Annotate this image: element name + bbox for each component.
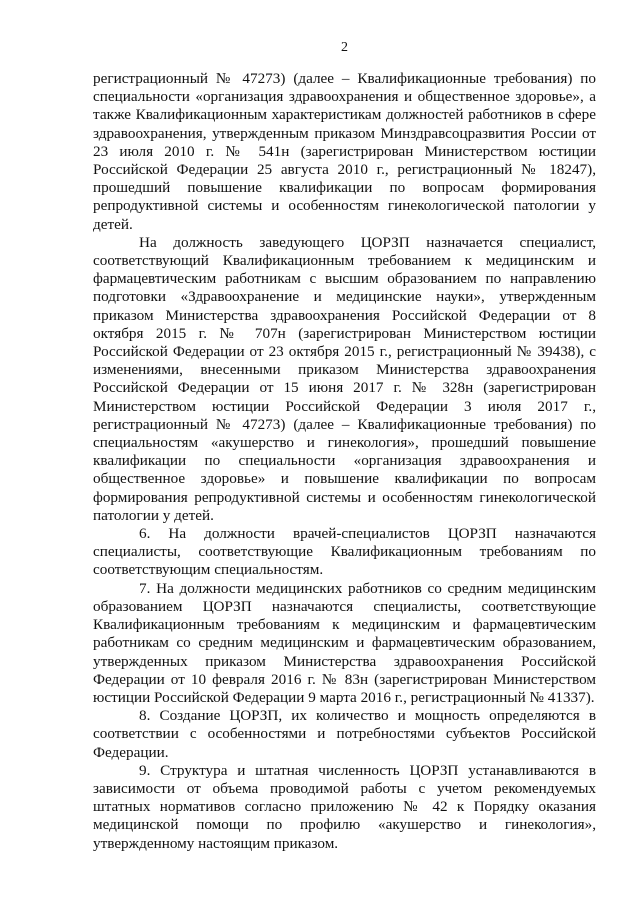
paragraph-9: 9. Структура и штатная численность ЦОРЗП устанавливаются в зависимости от объема проводимой работы с учетом рекомендуемых штатных нормативов согласно приложению № 42 к Порядку оказания медицинской помощи по профилю «акушерство и гинекология», утвержденному настоящим приказом. xyxy=(93,761,596,852)
paragraph-continuation: регистрационный № 47273) (далее – Квалификационные требования) по специальности «организация здравоохранения и общественное здоровье», а также Квалификационным характеристикам должностей работников в сфере здравоохранения, утвержденным приказом Минздравсоцразвития России от 23 июля 2010 г. № 541н (зарегистрирован Министерством юстиции Российской Федерации 25 августа 2010 г., регистрационный № 18247), прошедший повышение квалификации по вопросам формирования репродуктивной системы и особенностям гинекологической патологии у детей. xyxy=(93,70,596,233)
paragraph-head-qualification: На должность заведующего ЦОРЗП назначается специалист, соответствующий Квалификационным требованием к медицинским и фармацевтическим работникам с высшим образованием по направлению подготовки «Здравоохранение и медицинские науки», утвержденным приказом Министерства здравоохранения Российской Федерации от 8 октября 2015 г. № 707н (зарегистрирован Министерством юстиции Российской Федерации от 23 октября 2015 г., регистрационный № 39438), с изменениями, внесенными приказом Министерства здравоохранения Российской Федерации от 15 июня 2017 г. № 328н (зарегистрирован Министерством юстиции Российской Федерации 3 июля 2017 г., регистрационный № 47273) (далее – Квалификационные требования) по специальностям «акушерство и гинекология», прошедший повышение квалификации по специальности «организация здравоохранения и общественное здоровье» и повышение квалификации по вопросам формирования репродуктивной системы и особенностям гинекологической патологии у детей. xyxy=(93,233,596,524)
paragraph-8: 8. Создание ЦОРЗП, их количество и мощность определяются в соответствии с особенностями и потребностями субъектов Российской Федерации. xyxy=(93,707,596,761)
page-number: 2 xyxy=(341,40,348,55)
paragraph-7: 7. На должности медицинских работников со средним медицинским образованием ЦОРЗП назначаются специалисты, соответствующие Квалификационным требованиям к медицинским и фармацевтическим работникам со средним медицинским и фармацевтическим образованием, утвержденных приказом Министерства здравоохранения Российской Федерации от 10 февраля 2016 г. № 83н (зарегистрирован Министерством юстиции Российской Федерации 9 марта 2016 г., регистрационный № 41337). xyxy=(93,579,596,706)
paragraph-6: 6. На должности врачей-специалистов ЦОРЗП назначаются специалисты, соответствующие Квалификационным требованиям по соответствующим специальностям. xyxy=(93,525,596,579)
